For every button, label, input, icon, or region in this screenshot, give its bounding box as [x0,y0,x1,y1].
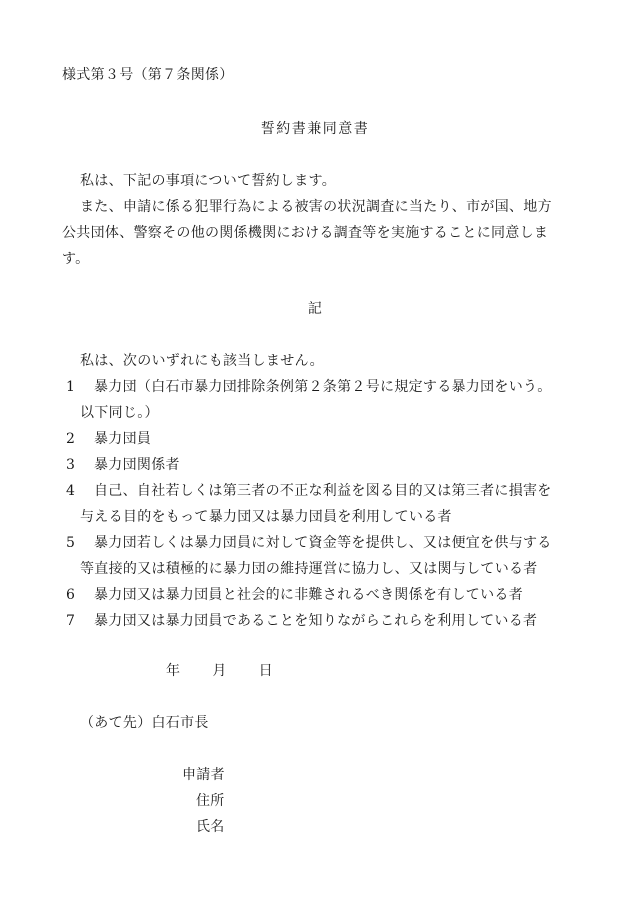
date-month-label: 月 [212,663,227,679]
item-text: 暴力団員 [94,431,152,447]
name-label: 氏名 [196,819,225,835]
item-number: 5 [66,535,75,551]
item-number: 1 [66,379,75,395]
item-number: 3 [66,457,75,473]
document-title: 誓約書兼同意書 [260,121,370,137]
intro-line-3: 公共団体、警察その他の関係機関における調査等を実施することに同意しま [62,225,549,241]
intro-line-2: また、申請に係る犯罪行為による被害の状況調査に当たり、市が国、地方 [80,199,552,215]
item-text-continued: 等直接的又は積極的に暴力団の維持運営に協力し、又は関与している者 [80,561,538,577]
lead-statement: 私は、次のいずれにも該当しません。 [80,353,324,369]
item-text-continued: 以下同じ。） [80,405,159,421]
item-text-continued: 与える目的をもって暴力団又は暴力団員を利用している者 [80,509,452,525]
item-text: 暴力団関係者 [94,457,180,473]
address-label: 住所 [196,793,225,809]
item-number: 7 [66,613,75,629]
item-text: 暴力団又は暴力団員と社会的に非難されるべき関係を有している者 [94,587,523,603]
item-text: 暴力団（白石市暴力団排除条例第２条第２号に規定する暴力団をいう。 [94,379,552,395]
item-number: 4 [66,483,75,499]
intro-line-1: 私は、下記の事項について誓約します。 [80,173,336,189]
addressee: （あて先）白石市長 [80,715,209,731]
item-text: 暴力団若しくは暴力団員に対して資金等を提供し、又は便宜を供与する [94,535,552,551]
intro-line-4: す。 [62,251,90,267]
item-number: 2 [66,431,75,447]
date-line [166,662,273,680]
item-text: 暴力団又は暴力団員であることを知りながらこれらを利用している者 [94,613,538,629]
form-number: 様式第３号（第７条関係） [62,67,234,83]
applicant-label: 申請者 [182,767,225,783]
date-day-label: 日 [258,663,273,679]
ki-heading: 記 [307,301,323,317]
item-text: 自己、自社若しくは第三者の不正な利益を図る目的又は第三者に損害を [94,483,552,499]
item-number: 6 [66,587,75,603]
date-year-label: 年 [166,663,181,679]
